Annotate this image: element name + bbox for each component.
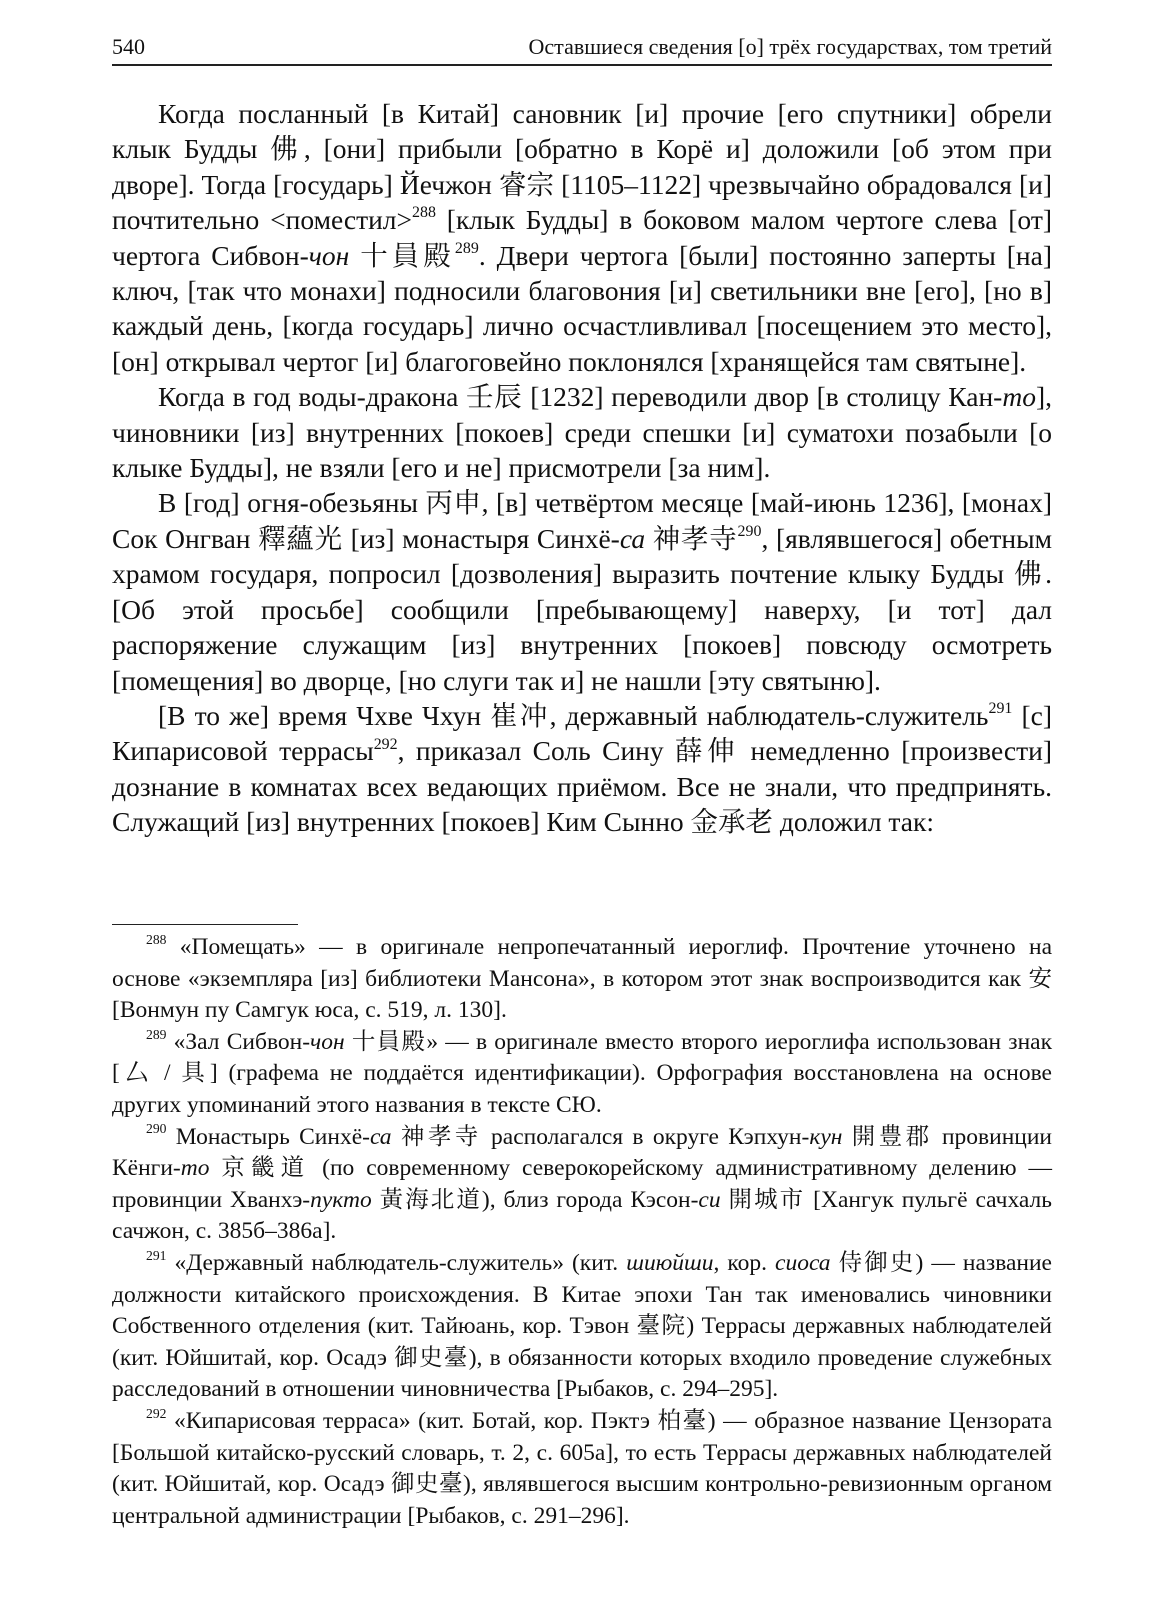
p2-text-a: Когда в год воды-дракона 壬辰 [1232] переводили двор [в столицу Кан-	[158, 381, 1003, 413]
footnote-text: 開豊郡 провинции Кёнги-	[112, 1123, 1052, 1182]
footnote-text: «Державный наблюдатель-служитель» (кит.	[166, 1249, 627, 1276]
footnote-text: , кор.	[713, 1249, 776, 1276]
footnote-text: «Зал Сибвон-	[166, 1028, 311, 1055]
main-text	[112, 96, 1052, 840]
p3-italic: са	[619, 522, 646, 554]
p3-text-c: , [являвшегося] обетным храмом государя, попросил [дозволения] выразить почтение клыку Будды 佛. [Об этой просьбе] сообщили [пребывающему] наверху, [и тот] дал распоряжение служащим [из] внутренних [покоев] повсюду осмотреть [помещения] во дворце, [но слуги так и] не нашли [эту святыню].	[112, 522, 1053, 696]
p4-text-b: [с] Кипарисовой террасы	[112, 699, 1052, 767]
paragraph-3	[112, 485, 1052, 697]
footnote-number: 291	[146, 1247, 167, 1263]
footnote-italic: сиоса	[775, 1249, 831, 1276]
running-title: Оставшиеся сведения [о] трёх государствах, том третий	[528, 34, 1052, 59]
footnote-italic: кун	[809, 1123, 843, 1150]
footnote-text: Монастырь Синхё-	[166, 1123, 370, 1150]
paragraph-4	[112, 698, 1052, 840]
p2-text-b: ], чиновники [из] внутренних [покоев] среди спешки [и] суматохи позабыли [о клыке Будды], не взяли [его и не] присмотрели [за ним].	[112, 381, 1052, 484]
footnote-text: 十員殿» — в оригинале вместо второго иероглифа использован знак [厶 / 具] (графема не поддаётся идентификации). Орфография восстановлена на основе других упоминаний этого названия в тексте СЮ.	[112, 1028, 1052, 1118]
paragraph-1	[112, 96, 1052, 379]
footnote-italic: са	[369, 1123, 392, 1150]
footnote-text: «Кипарисовая терраса» (кит. Ботай, кор. Пэктэ 柏臺) — образное название Цензората [Большой китайско-русский словарь, т. 2, с. 605а], то есть Террасы державных наблюдателей (кит. Юйшитай, кор. Осадэ 御史臺), являвшегося высшим контрольно-ревизионным органом центральной администрации [Рыбаков, с. 291–296].	[112, 1407, 1052, 1529]
footnote-text: 開城市 [Хангук пульгё сачхаль сачжон, с. 385б–386а].	[112, 1186, 1052, 1245]
footnote-italic: си	[698, 1186, 721, 1213]
page-header	[112, 30, 1052, 66]
footnote-292	[112, 1406, 1052, 1532]
p3-text-a: В [год] огня-обезьяны 丙申, [в] четвёртом месяце [май-июнь 1236], [монах] Сок Онгван 釋蘊光 [из] монастыря Синхё-	[112, 487, 1052, 554]
p3-text-b: 神孝寺	[645, 522, 738, 554]
footnote-number: 288	[146, 931, 167, 947]
p4-text-c: , приказал Соль Сину 薛伸 немедленно [произвести] дознание в комнатах всех ведающих приёмом. Все не знали, что предпринять. Служащий [из] внутренних [покоев] Ким Сынно 金承老 доложил так:	[112, 735, 1052, 838]
footnote-290	[112, 1122, 1052, 1248]
footnotes	[112, 932, 1052, 1532]
footnote-291	[112, 1248, 1052, 1406]
p1-text-d: . Двери чертога [были] постоянно заперты [на] ключ, [так что монахи] подносили благовония [и] светильники вне [его], [но в] каждый день, [когда государь] лично осчастливливал [посещением это место], [он] открывал чертог [и] благоговейно поклонялся [хранящейся там святыне].	[112, 239, 1052, 377]
p1-italic: чон	[308, 239, 350, 271]
footnote-number: 289	[146, 1026, 167, 1042]
p2-italic: то	[1002, 381, 1036, 413]
footnote-ref-291: 291	[988, 700, 1013, 718]
footnote-text: 侍御史) — название должности китайского происхождения. В Китае эпохи Тан так именовались чиновники Собственного отделения (кит. Тайюань, кор. Тэвон 臺院) Террасы державных наблюдателей (кит. Юйшитай, кор. Осадэ 御史臺), в обязанности которых входило проведение служебных расследований в отношении чиновничества [Рыбаков, с. 294–295].	[112, 1249, 1052, 1403]
footnote-italic: то	[180, 1155, 210, 1182]
footnote-italic: чон	[310, 1028, 345, 1055]
footnote-ref-289: 289	[454, 239, 479, 257]
footnote-italic: пукто	[310, 1186, 372, 1213]
footnote-text: 神孝寺 располагался в округе Кэпхун-	[391, 1123, 810, 1150]
footnote-text: 黃海北道), близ города Кэсон-	[371, 1186, 699, 1213]
p1-text-c: 十員殿	[349, 239, 455, 271]
p1-text-a: Когда посланный [в Китай] сановник [и] прочие [его спутники] обрели клык Будды 佛, [они] прибыли [обратно в Корё и] доложили [об этом при дворе]. Тогда [государь] Йечжон 睿宗 [1105–1122] чрезвычайно обрадовался [и] почтительно <поместил>	[112, 98, 1052, 236]
footnote-italic: шиюйши	[626, 1249, 714, 1276]
p1-text-b: [клык Будды] в боковом малом чертоге слева [от] чертога Сибвон-	[112, 204, 1052, 271]
page-number: 540	[112, 34, 145, 59]
footnote-289	[112, 1027, 1052, 1122]
footnote-text: 京畿道 (по современному северокорейскому административному делению — провинции Хванхэ-	[112, 1155, 1052, 1213]
footnote-ref-288: 288	[412, 204, 436, 222]
footnote-separator	[112, 924, 298, 925]
footnote-number: 290	[146, 1121, 167, 1137]
footnote-number: 292	[146, 1405, 167, 1421]
p4-text-a: [В то же] время Чхве Чхун 崔冲, державный наблюдатель-служитель	[158, 699, 989, 731]
paragraph-2	[112, 379, 1052, 485]
footnote-ref-290: 290	[737, 523, 762, 541]
footnote-288	[112, 932, 1052, 1027]
footnote-ref-292: 292	[373, 735, 398, 753]
footnote-text: «Помещать» — в оригинале непропечатанный иероглиф. Прочтение уточнено на основе «экземпляра [из] библиотеки Мансона», в котором этот знак воспроизводится как 安 [Вонмун пу Самгук юса, с. 519, л. 130].	[112, 934, 1052, 1024]
